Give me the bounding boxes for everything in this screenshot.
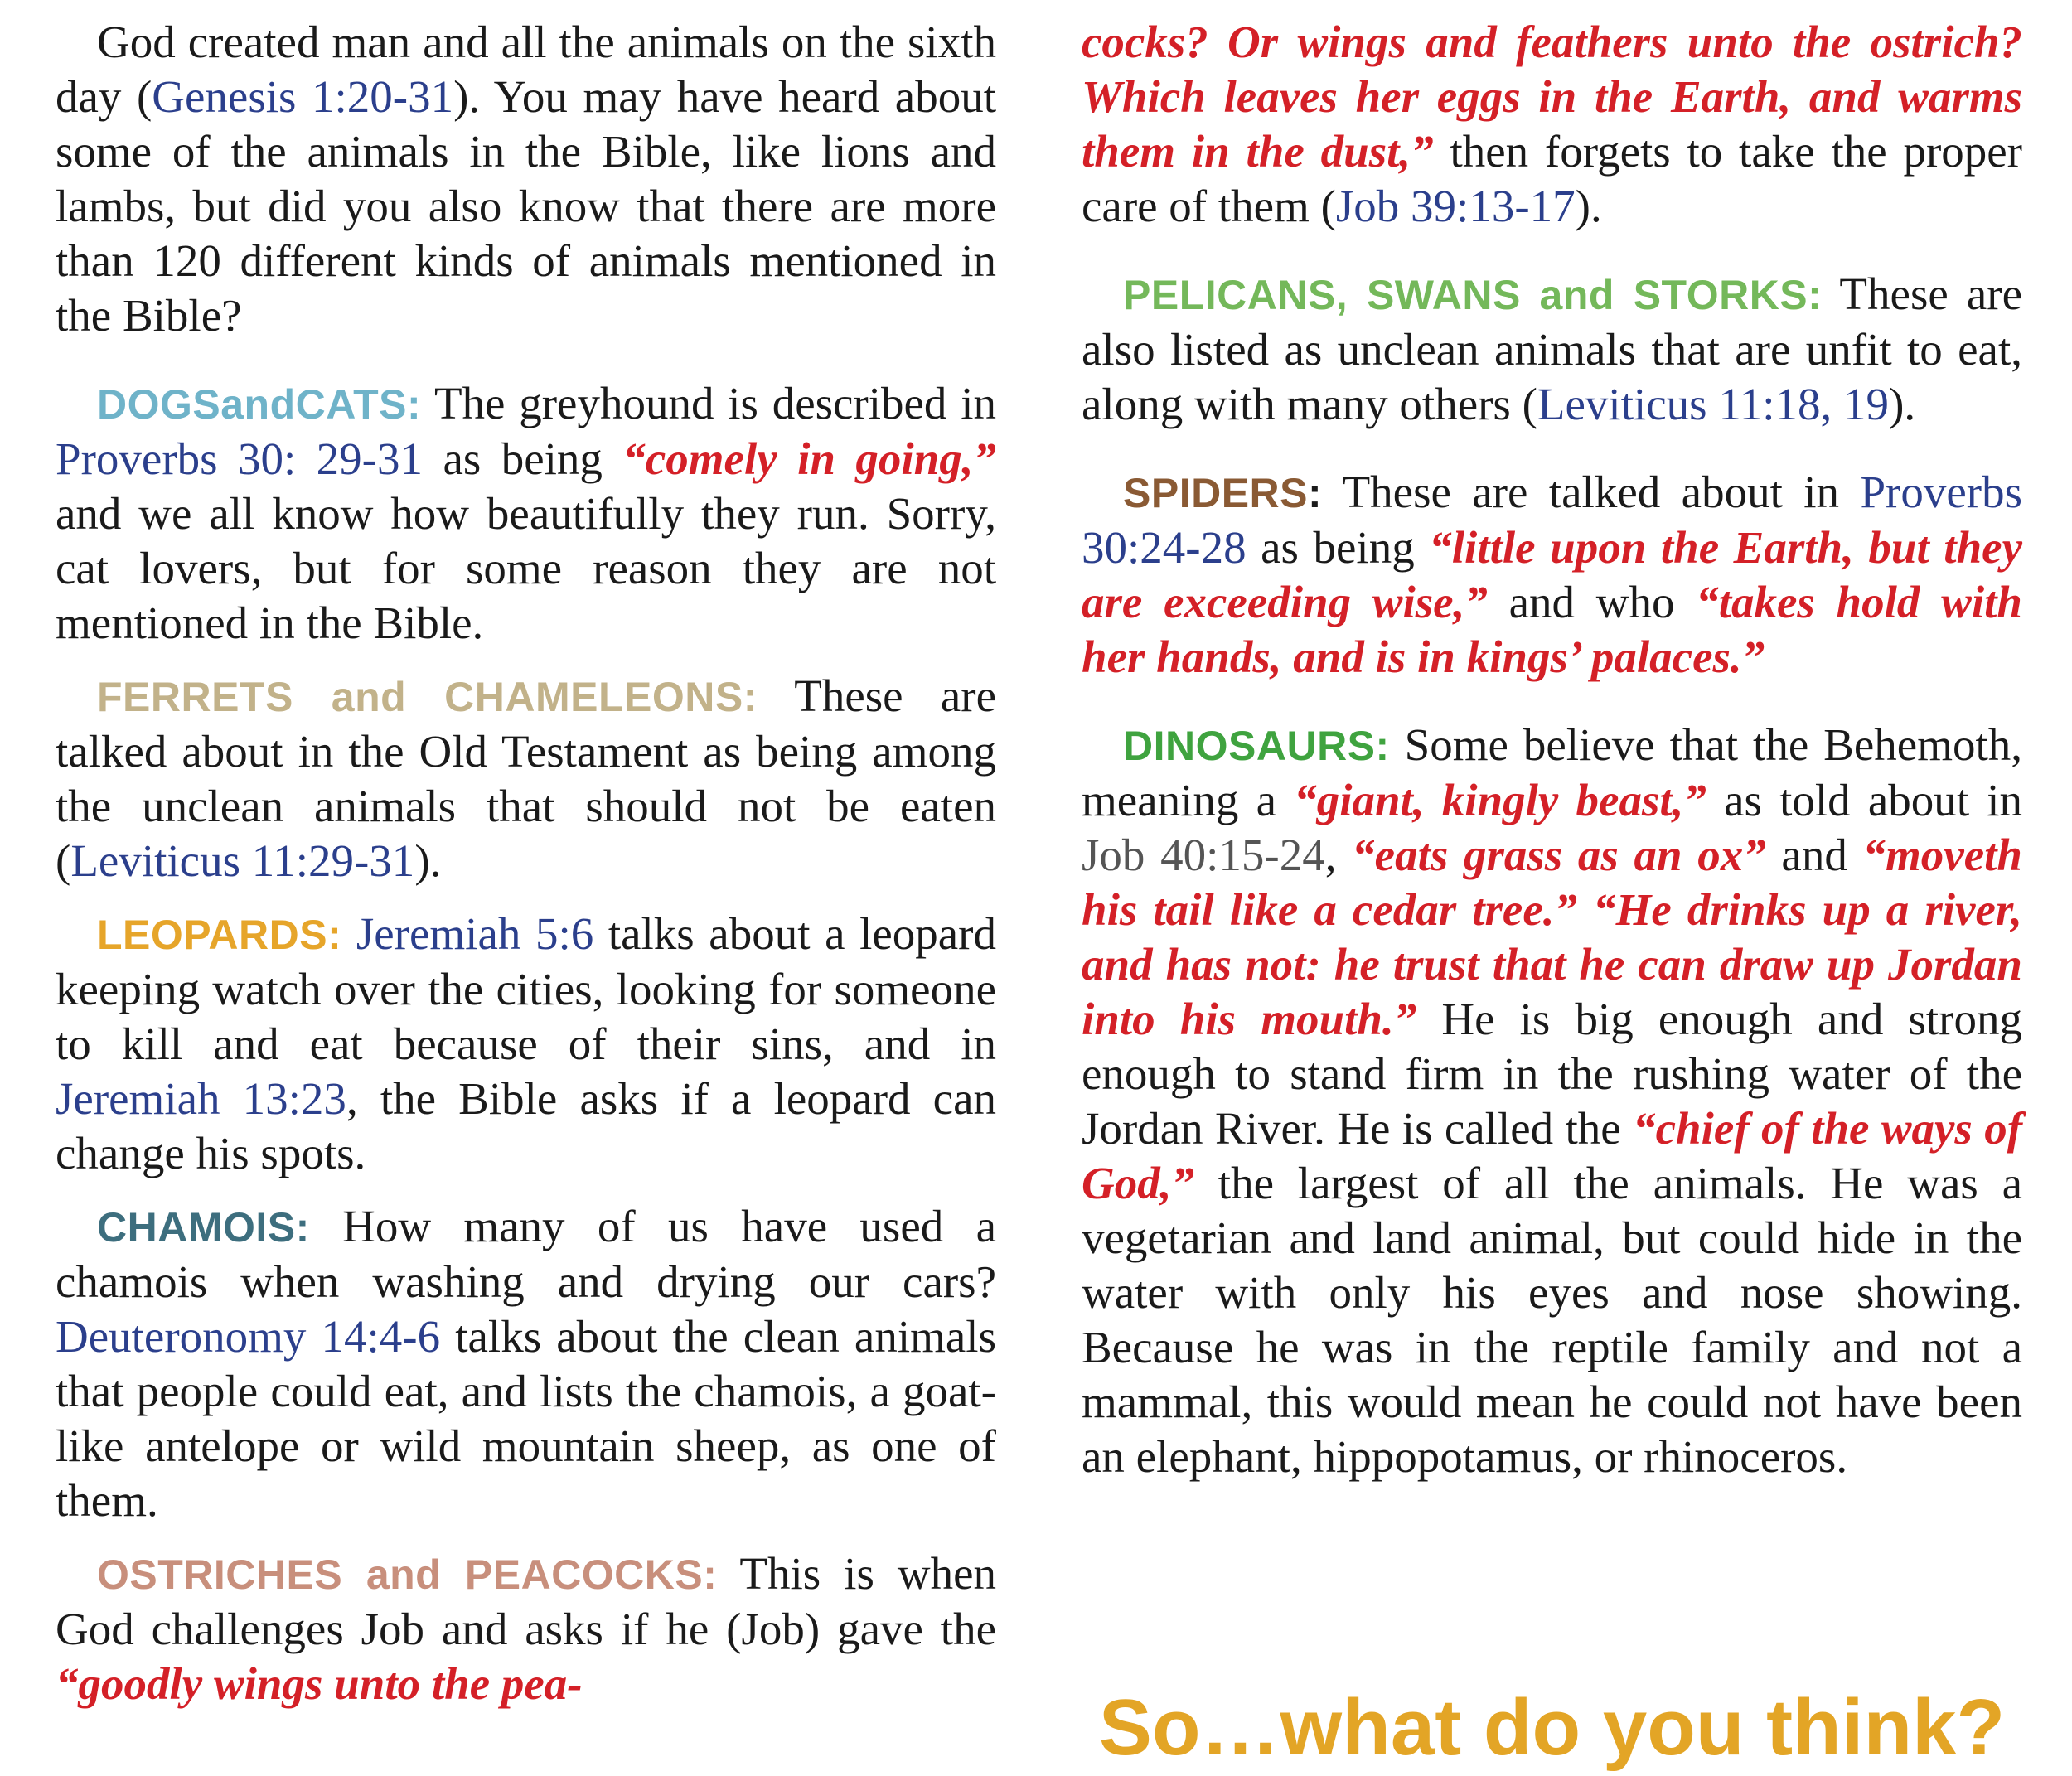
leopards-paragraph xyxy=(56,907,996,1181)
body-text: Some believe that the Behemoth, meaning a xyxy=(1082,719,2022,825)
scripture-reference: Job 40:15-24 xyxy=(1082,830,1325,880)
body-text: the largest of all the animals. He was a vegetarian and land animal, but could hide in the water with only his eyes and nose showing. Because he was in the reptile family and not a mammal, this would mean he could not have been an elephant, hippopotamus, or rhinoceros. xyxy=(1082,1158,2022,1482)
scripture-reference: Jeremiah 5:6 xyxy=(356,908,594,959)
body-text: ). xyxy=(414,835,442,886)
ferrets-paragraph xyxy=(56,669,996,888)
body-text: ). xyxy=(1889,379,1916,429)
scripture-reference: Job 39:13-17 xyxy=(1335,181,1576,231)
dogs-paragraph xyxy=(56,376,996,651)
body-text: and we all know how beautifully they run. Sorry, cat lovers, but for some reason they are not mentioned in the Bible. xyxy=(56,488,996,648)
body-text: talks about a leopard keeping watch over the cities, looking for someone to kill and eat because of their sins, and in xyxy=(56,908,996,1069)
dinosaurs-paragraph xyxy=(1082,718,2022,1484)
section-heading-leopards: LEOPARDS: xyxy=(97,912,342,958)
ostriches-paragraph xyxy=(56,1546,996,1711)
scripture-quote: “giant, kingly beast,” xyxy=(1294,775,1706,825)
ostriches-continued-paragraph xyxy=(1082,15,2022,234)
section-heading-spiders: SPIDERS xyxy=(1123,470,1309,516)
body-text: as being xyxy=(423,433,623,484)
body-text: , the Bible asks if a leopard can change his spots. xyxy=(56,1073,996,1178)
section-heading-ostriches-peacocks: OSTRICHES and PEACOCKS: xyxy=(97,1551,718,1598)
body-text: The greyhound is described in xyxy=(421,378,996,428)
scripture-reference: Deuteronomy 14:4-6 xyxy=(56,1311,441,1362)
right-column xyxy=(1082,15,2022,1503)
chamois-paragraph xyxy=(56,1199,996,1528)
left-column xyxy=(56,15,996,1730)
scripture-reference: Leviticus 11:29-31 xyxy=(70,835,415,886)
body-text: These are also listed as unclean animals that are unfit to eat, along with many others ( xyxy=(1082,269,2023,429)
pelicans-paragraph xyxy=(1082,267,2022,432)
scripture-quote: “chief of the ways of God,” xyxy=(1082,1103,2023,1208)
section-heading-chamois: CHAMOIS: xyxy=(97,1204,310,1251)
scripture-quote: “comely in going,” xyxy=(622,433,996,484)
scripture-reference: Proverbs 30: 29-31 xyxy=(56,433,424,484)
section-heading-ferrets-chameleons: FERRETS and CHAMELEONS: xyxy=(97,674,758,720)
scripture-quote: “moveth his tail like a cedar tree.” “He drinks up a river, and has not: he trust that he can draw up Jordan into his mouth.” xyxy=(1082,830,2023,1044)
body-text: These are talked about in the Old Testament as being among the unclean animals that should not be eaten ( xyxy=(56,670,996,886)
body-text: talks about the clean animals that people could eat, and lists the chamois, a goat-like antelope or wild mountain sheep, as one of them. xyxy=(56,1311,996,1526)
section-heading-dinosaurs: DINOSAURS: xyxy=(1123,723,1390,769)
scripture-reference: Jeremiah 13:23 xyxy=(56,1073,346,1124)
body-text: He is big enough and strong enough to stand firm in the rushing water of the Jordan River. He is called the xyxy=(1082,994,2022,1154)
intro-text: God created man and all the animals on the sixth day ( xyxy=(56,17,996,122)
scripture-quote: “goodly wings unto the pea- xyxy=(56,1658,583,1709)
scripture-quote: “takes hold with her hands, and is in kings’ palaces.” xyxy=(1082,577,2022,682)
scripture-reference: Proverbs 30:24-28 xyxy=(1082,467,2022,573)
scripture-reference: Genesis 1:20-31 xyxy=(152,71,454,122)
scripture-quote: “eats grass as an ox” xyxy=(1352,830,1766,880)
body-text: as being xyxy=(1246,522,1430,573)
scripture-reference: Leviticus 11:18, 19 xyxy=(1537,379,1890,429)
body-text: and who xyxy=(1487,577,1697,627)
body-text: How many of us have used a chamois when washing and drying our cars? xyxy=(56,1201,996,1307)
intro-paragraph xyxy=(56,15,996,343)
body-text: ). xyxy=(1575,181,1602,231)
intro-text: ). You may have heard about some of the animals in the Bible, like lions and lambs, but did you also know that there are more than 120 different kinds of animals mentioned in the Bible? xyxy=(56,71,996,341)
body-text: as told about in xyxy=(1706,775,2023,825)
closing-question: So…what do you think? xyxy=(1098,1683,2006,1772)
body-text: , xyxy=(1324,830,1353,880)
spacer-text xyxy=(341,908,356,959)
body-text: and xyxy=(1765,830,1863,880)
section-heading-pelicans-swans-storks: PELICANS, SWANS and STORKS: xyxy=(1123,272,1823,318)
section-heading-dogs-cats: DOGSandCATS: xyxy=(97,381,422,428)
heading-colon: : xyxy=(1308,470,1323,516)
scripture-quote: cocks? Or wings and feathers unto the ostrich? Which leaves her eggs in the Earth, and warms them in the dust,” xyxy=(1082,17,2022,177)
body-text: These are talked about in xyxy=(1322,467,1861,517)
spiders-paragraph xyxy=(1082,465,2022,685)
body-text: This is when God challenges Job and asks if he (Job) gave the xyxy=(56,1548,996,1654)
body-text: then forgets to take the proper care of them ( xyxy=(1082,126,2022,231)
scripture-quote: “little upon the Earth, but they are exceeding wise,” xyxy=(1082,522,2022,627)
